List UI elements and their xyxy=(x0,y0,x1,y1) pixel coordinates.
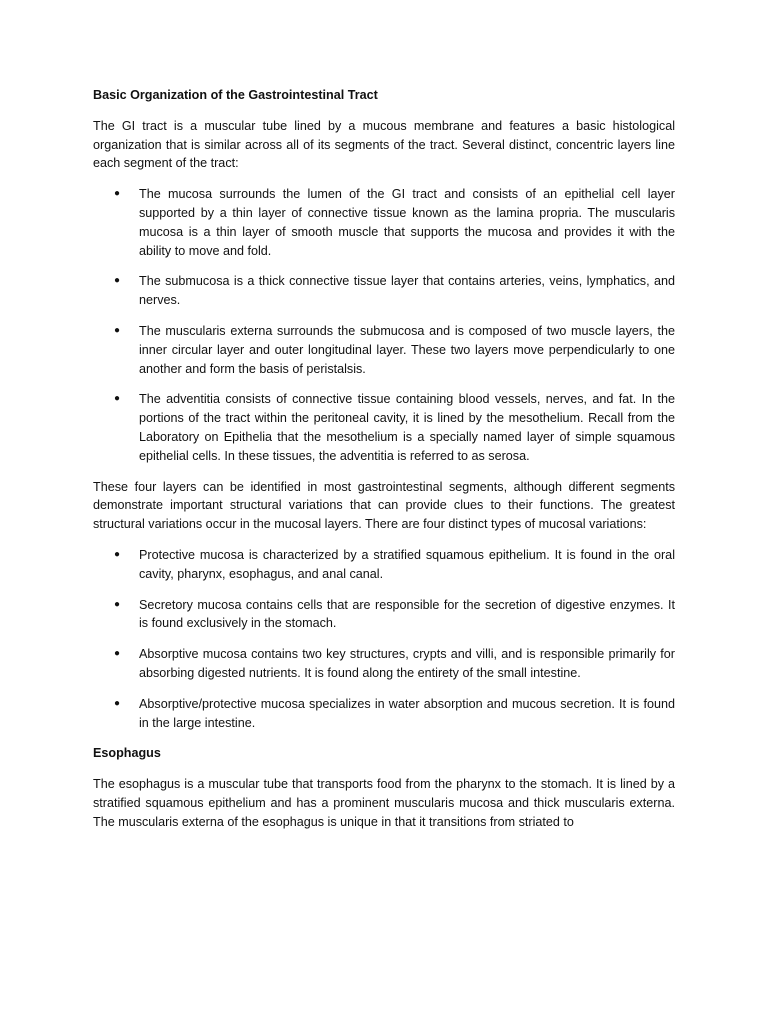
bullet-icon: ● xyxy=(114,548,121,560)
intro-paragraph: The GI tract is a muscular tube lined by a mucous membrane and features a basic histological organization that is similar across all of its segments of the tract. Several distinct, concentric layers line each segment of the tract: xyxy=(93,118,675,171)
list-item xyxy=(93,322,675,378)
list-item xyxy=(93,596,675,634)
variations-list xyxy=(93,546,675,732)
list-item xyxy=(93,645,675,683)
bullet-icon: ● xyxy=(114,188,121,200)
bullet-icon: ● xyxy=(114,275,121,287)
document-page xyxy=(93,86,675,844)
bullet-icon: ● xyxy=(114,598,121,610)
list-item-text: Secretory mucosa contains cells that are responsible for the secretion of digestive enzymes. It is found exclusively in the stomach. xyxy=(139,597,675,631)
document-title: Basic Organization of the Gastrointestinal Tract xyxy=(93,88,378,102)
esophagus-heading: Esophagus xyxy=(93,746,161,761)
list-item xyxy=(93,185,675,260)
bullet-icon: ● xyxy=(114,393,121,405)
list-item xyxy=(93,272,675,310)
bullet-icon: ● xyxy=(114,324,121,336)
layers-list xyxy=(93,185,675,465)
list-item-text: The mucosa surrounds the lumen of the GI tract and consists of an epithelial cell layer supported by a thin layer of connective tissue known as the lamina propria. The muscularis mucosa is a thin layer of smooth muscle that supports the mucosa and provides it with the ability to move and fold. xyxy=(139,187,675,258)
esophagus-paragraph: The esophagus is a muscular tube that transports food from the pharynx to the stomach. It is lined by a stratified squamous epithelium and has a prominent muscularis mucosa and thick muscularis externa. The muscularis externa of the esophagus is unique in that it transitions from striated to xyxy=(93,777,675,829)
list-item xyxy=(93,546,675,584)
list-item-text: The submucosa is a thick connective tissue layer that contains arteries, veins, lymphatics, and nerves. xyxy=(139,274,675,308)
variations-intro-paragraph: These four layers can be identified in most gastrointestinal segments, although different segments demonstrate important structural variations that can provide clues to their functions. The greatest structural variations occur in the mucosal layers. There are four distinct types of mucosal variations: xyxy=(93,479,675,532)
list-item xyxy=(93,695,675,733)
list-item-text: Absorptive/protective mucosa specializes in water absorption and mucous secretion. It is found in the large intestine. xyxy=(139,696,675,730)
bullet-icon: ● xyxy=(114,697,121,709)
list-item-text: The muscularis externa surrounds the submucosa and is composed of two muscle layers, the inner circular layer and outer longitudinal layer. These two layers move perpendicularly to one another and form the basis of peristalsis. xyxy=(139,323,675,376)
bullet-icon: ● xyxy=(114,648,121,660)
list-item-text: Protective mucosa is characterized by a stratified squamous epithelium. It is found in the oral cavity, pharynx, esophagus, and anal canal. xyxy=(139,547,675,581)
list-item-text: Absorptive mucosa contains two key structures, crypts and villi, and is responsible primarily for absorbing digested nutrients. It is found along the entirety of the small intestine. xyxy=(139,647,675,680)
list-item-text: The adventitia consists of connective tissue containing blood vessels, nerves, and fat. In the portions of the tract within the peritoneal cavity, it is lined by the mesothelium. Recall from the Laboratory on Epithelia that the mesothelium is a specially named layer of simple squamous epithelial cells. In these tissues, the adventitia is referred to as serosa. xyxy=(139,392,675,463)
list-item xyxy=(93,390,675,465)
